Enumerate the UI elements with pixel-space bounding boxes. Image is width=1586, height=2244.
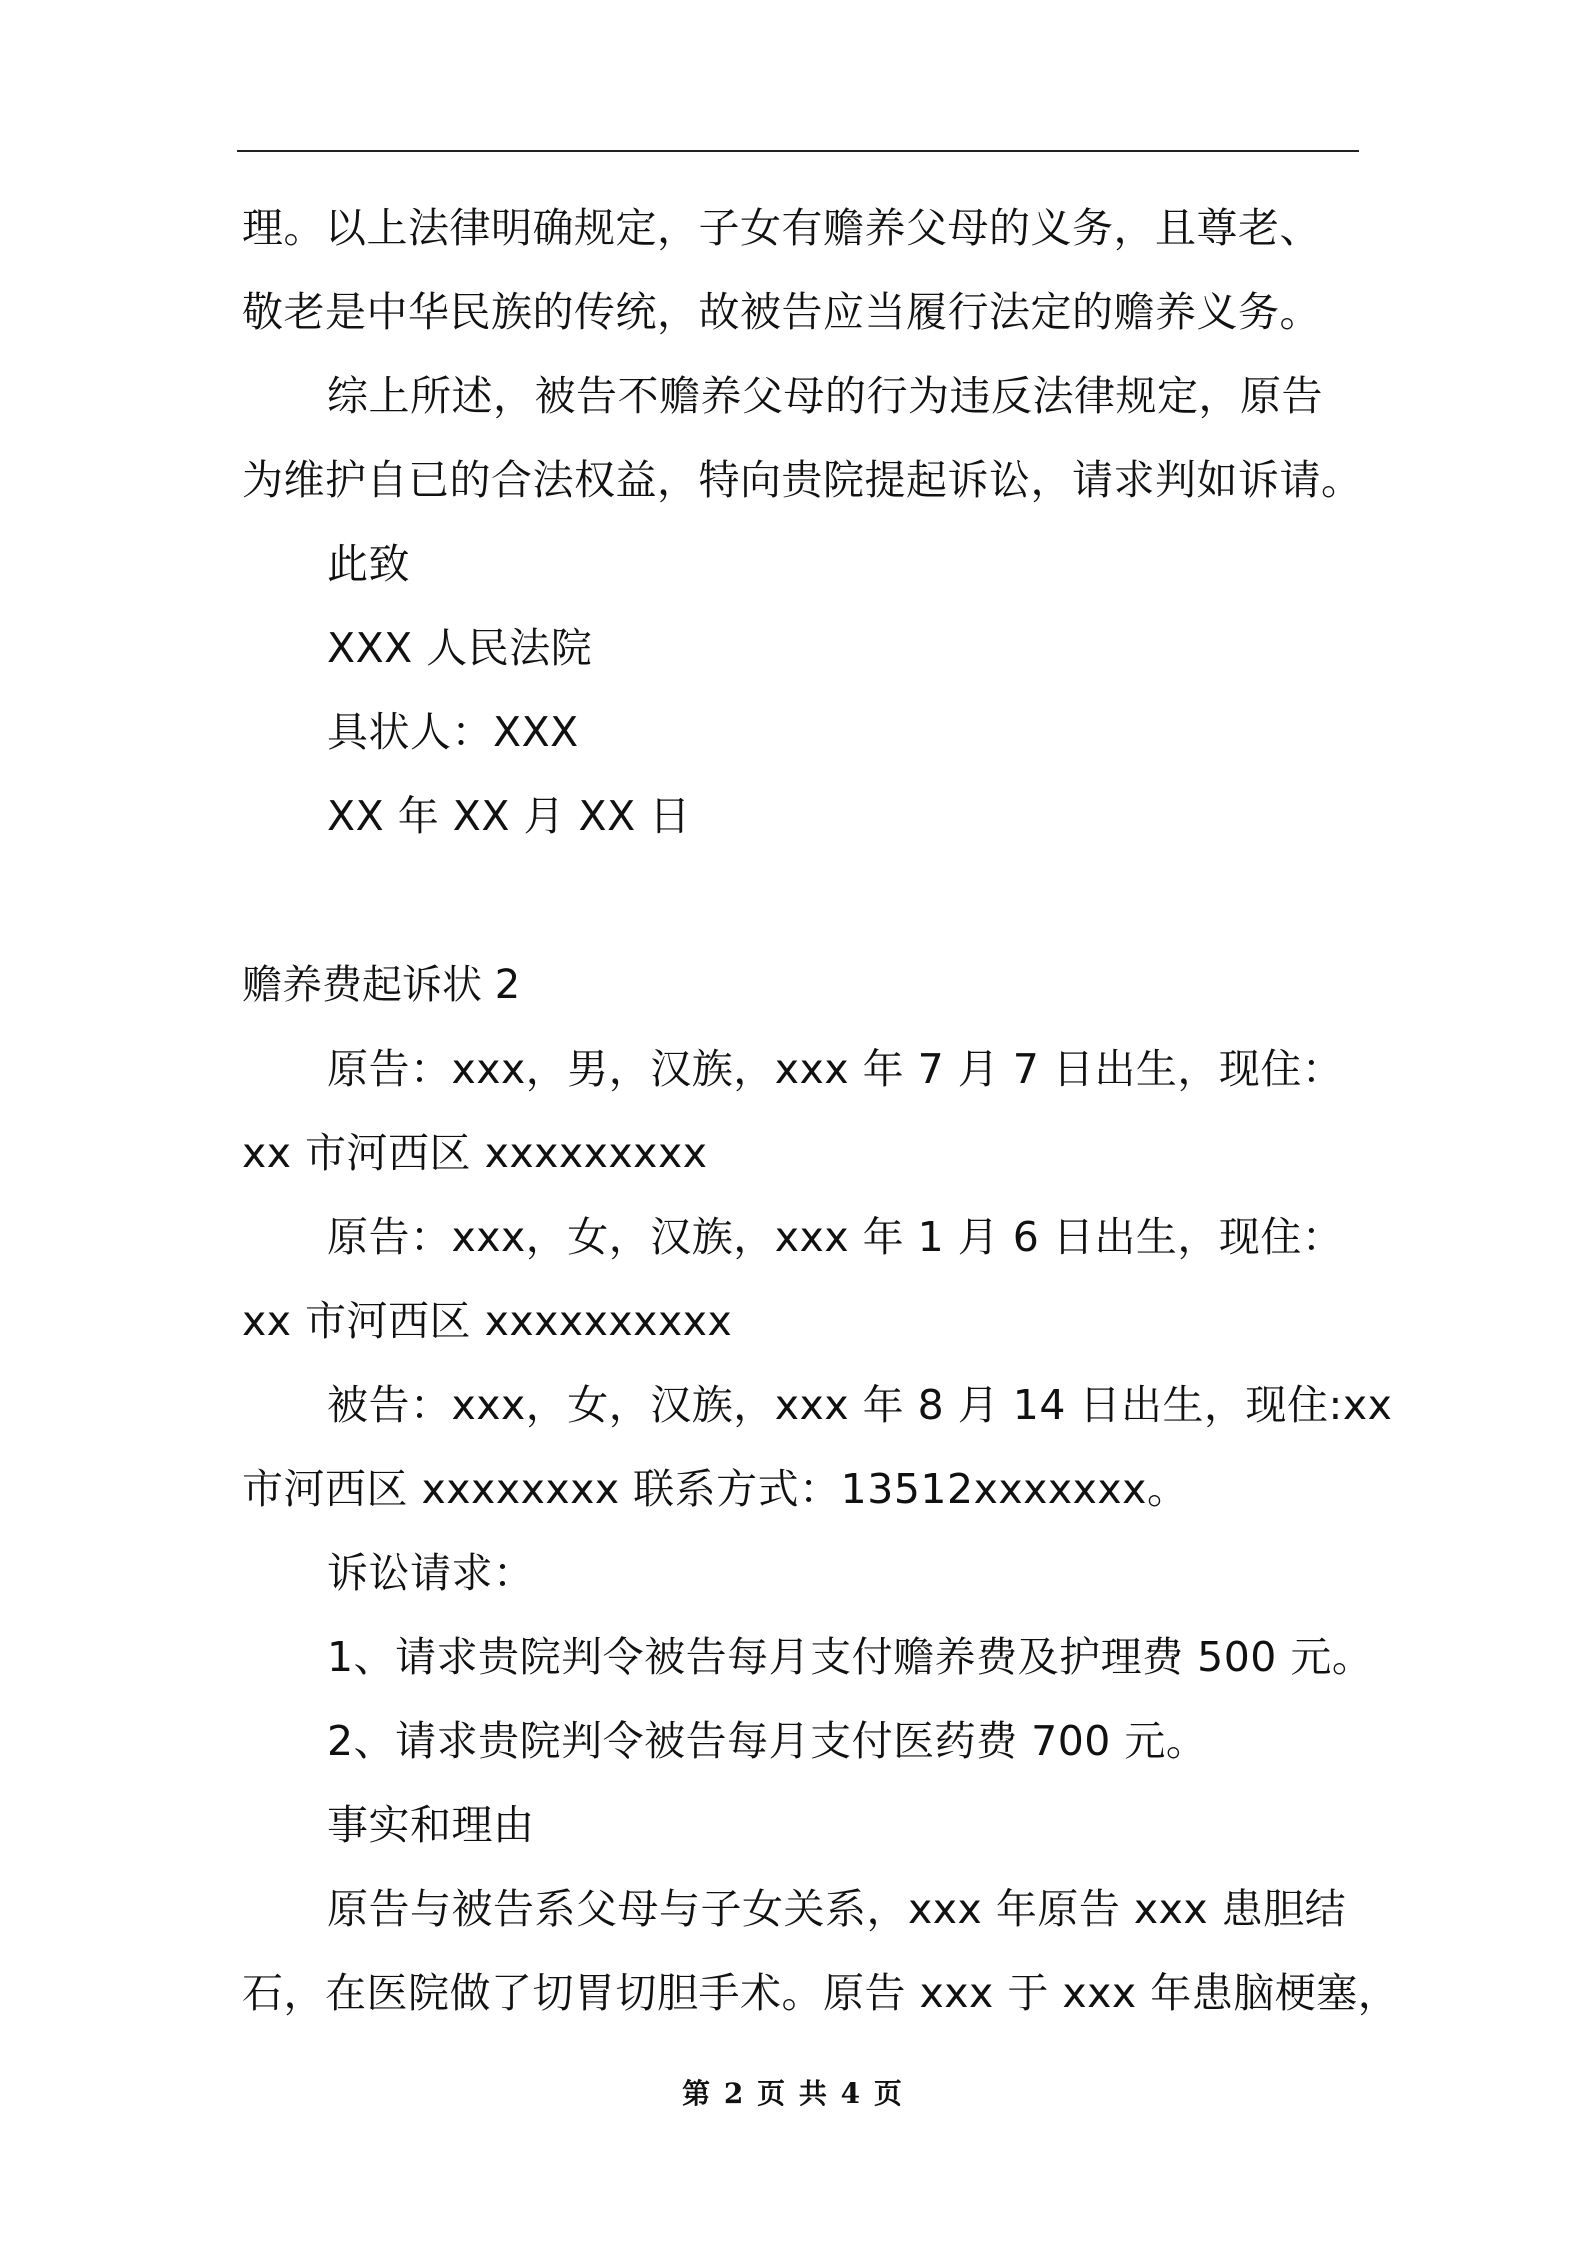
claim-item: 1、请求贵院判令被告每月支付赡养费及护理费 500 元。	[327, 1633, 1374, 1681]
body-line: 敬老是中华民族的传统，故被告应当履行法定的赡养义务。	[242, 288, 1321, 336]
signatory: 具状人：XXX	[327, 708, 579, 756]
claim-item: 2、请求贵院判令被告每月支付医药费 700 元。	[327, 1717, 1208, 1765]
section-title: 赡养费起诉状 2	[242, 962, 521, 1008]
body-line: xx 市河西区 xxxxxxxxxx	[242, 1297, 733, 1345]
salutation: 此致	[327, 540, 410, 588]
body-line: xx 市河西区 xxxxxxxxx	[242, 1129, 708, 1177]
date-line: XX 年 XX 月 XX 日	[327, 792, 691, 840]
body-line: 理。以上法律明确规定，子女有赡养父母的义务，且尊老、	[242, 204, 1321, 252]
header-rule	[237, 150, 1359, 152]
court-name: XXX 人民法院	[327, 624, 593, 672]
subheading: 事实和理由	[327, 1801, 535, 1849]
body-line: 原告与被告系父母与子女关系，xxx 年原告 xxx 患胆结	[327, 1885, 1347, 1933]
body-line: 被告：xxx，女，汉族，xxx 年 8 月 14 日出生，现住:xx	[327, 1381, 1393, 1429]
body-line: 原告：xxx，女，汉族，xxx 年 1 月 6 日出生，现住：	[327, 1213, 1344, 1261]
body-line: 市河西区 xxxxxxxx 联系方式：13512xxxxxxx。	[242, 1465, 1189, 1513]
subheading: 诉讼请求：	[327, 1549, 535, 1597]
body-line: 石，在医院做了切胃切胆手术。原告 xxx 于 xxx 年患脑梗塞，	[242, 1969, 1400, 2017]
body-line: 综上所述，被告不赡养父母的行为违反法律规定，原告	[327, 372, 1323, 420]
body-line: 原告：xxx，男，汉族，xxx 年 7 月 7 日出生，现住：	[327, 1045, 1344, 1093]
page-number: 第 2 页 共 4 页	[682, 2077, 904, 2110]
body-line: 为维护自已的合法权益，特向贵院提起诉讼，请求判如诉请。	[242, 456, 1363, 504]
